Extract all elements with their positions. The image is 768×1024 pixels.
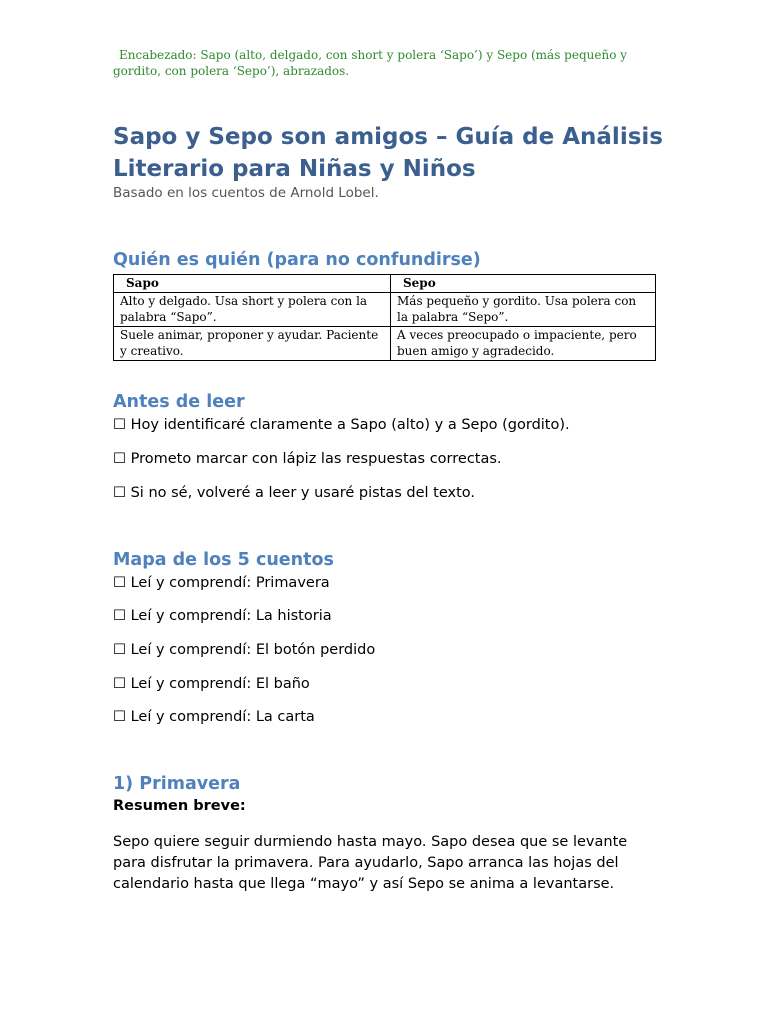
checklist-item[interactable]: ☐ Leí y comprendí: La carta bbox=[113, 709, 315, 725]
checklist-item[interactable]: ☐ Si no sé, volveré a leer y usaré pistas del texto. bbox=[113, 485, 476, 501]
table-cell: Suele animar, proponer y ayudar. Paciente y creativo. bbox=[114, 327, 391, 361]
column-header-sapo: Sapo bbox=[114, 275, 391, 293]
checklist-item[interactable]: ☐ Leí y comprendí: El botón perdido bbox=[113, 642, 376, 658]
map-heading: Mapa de los 5 cuentos bbox=[113, 550, 334, 570]
who-table bbox=[113, 274, 656, 361]
summary-label: Resumen breve: bbox=[113, 798, 246, 814]
checklist-item[interactable]: ☐ Leí y comprendí: Primavera bbox=[113, 575, 330, 591]
table-row bbox=[114, 293, 656, 327]
table-row bbox=[114, 327, 656, 361]
checklist-item[interactable]: ☐ Prometo marcar con lápiz las respuestas correctas. bbox=[113, 451, 502, 467]
checklist-item[interactable]: ☐ Leí y comprendí: El baño bbox=[113, 676, 310, 692]
table-header-row bbox=[114, 275, 656, 293]
checklist-item[interactable]: ☐ Hoy identificaré claramente a Sapo (alto) y a Sepo (gordito). bbox=[113, 417, 570, 433]
page-subtitle: Basado en los cuentos de Arnold Lobel. bbox=[113, 185, 379, 201]
summary-paragraph: Sepo quiere seguir durmiendo hasta mayo. Sapo desea que se levante para disfrutar la primavera. Para ayudarlo, Sapo arranca las hojas del calendario hasta que llega “mayo” y así Sepo se anima a levantarse. bbox=[113, 834, 628, 892]
header-note bbox=[113, 47, 665, 79]
header-note-text: Encabezado: Sapo (alto, delgado, con short y polera ‘Sapo’) y Sepo (más pequeño y gordito, con polera ‘Sepo’), abrazados. bbox=[113, 48, 628, 78]
who-heading: Quién es quién (para no confundirse) bbox=[113, 250, 481, 270]
table-cell: Alto y delgado. Usa short y polera con la palabra “Sapo”. bbox=[114, 293, 391, 327]
column-header-sepo: Sepo bbox=[391, 275, 656, 293]
table-cell: Más pequeño y gordito. Usa polera con la palabra “Sepo”. bbox=[391, 293, 656, 327]
page-title: Sapo y Sepo son amigos – Guía de Análisis Literario para Niñas y Niños bbox=[113, 124, 663, 182]
before-heading: Antes de leer bbox=[113, 392, 245, 412]
section-1-heading: 1) Primavera bbox=[113, 774, 241, 794]
table-cell: A veces preocupado o impaciente, pero buen amigo y agradecido. bbox=[391, 327, 656, 361]
checklist-item[interactable]: ☐ Leí y comprendí: La historia bbox=[113, 608, 332, 624]
